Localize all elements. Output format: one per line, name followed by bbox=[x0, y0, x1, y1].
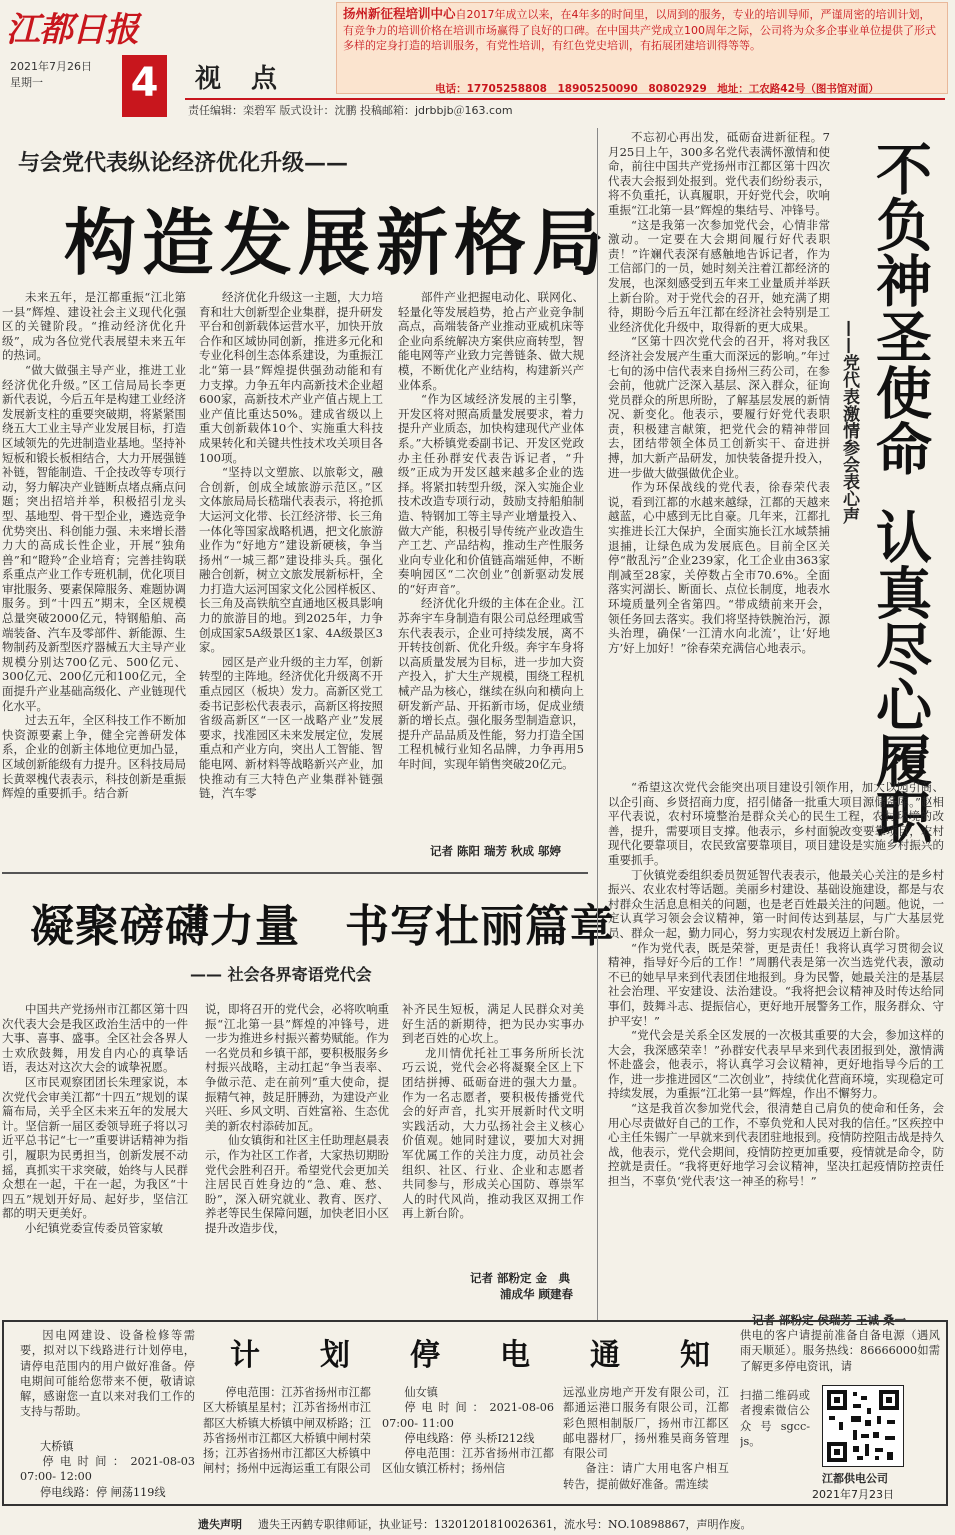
article2-subhead: —— 社会各界寄语党代会 bbox=[190, 965, 372, 984]
page-number: 4 bbox=[130, 60, 159, 106]
training-ad bbox=[336, 2, 948, 94]
paragraph: 说，即将召开的党代会，必将吹响重振“江北第一县”辉煌的冲锋号，进一步为推进乡村振兴蓄势赋能。作为一名党员和乡镇干部，要积极服务乡村振兴战略，主动扛起“争当表率、争做示范、走在前列”重大使命，提振精气神，鼓足肝膊劲，为建设产业兴旺、乡风文明、百姓富裕、生态优美的新农村添砖加瓦。 bbox=[205, 1002, 389, 1133]
notice-company: 江都供电公司 bbox=[822, 1472, 888, 1485]
notice-date: 2021年7月23日 bbox=[812, 1488, 894, 1501]
lost-notice-text: 遗失王丙鹤专职律师证，执业证号：13201201810026361，流水号：NO.10898867，声明作废。 bbox=[258, 1518, 752, 1531]
article3-bottom-column bbox=[608, 780, 944, 1310]
article1-headline: 构造发展新格局 bbox=[64, 200, 611, 285]
ad-contact: 电话：17705258808 18905250090 80802929 地址：工农路42号（图书馆对面） bbox=[435, 83, 879, 95]
article3-headline-b: 认真尽心履职 bbox=[867, 508, 933, 844]
notice-range-daqiao bbox=[203, 1385, 371, 1497]
paragraph: 远泓业房地产开发有限公司，江都通运港口服务有限公司，江都彩色照相制版厂，扬州市江都区邮电器材厂，扬州雅昊商务管理有限公司 bbox=[563, 1386, 729, 1461]
paragraph: 未来五年，是江都重振“江北第一县”辉煌、建设社会主义现代化强区的关键阶段。“推动经济优化升级”，成为各位党代表展望未来五年的热词。 bbox=[2, 290, 186, 363]
notice-line-daqiao: 停电线路：停 闸荡119线 bbox=[40, 1486, 166, 1499]
lost-notice-label: 遗失声明 bbox=[198, 1518, 242, 1531]
paragraph: 经济优化升级这一主题，大力培育和壮大创新型企业集群，提升研发平台和创新载体运营水平，加快开放合作和区域协同创新，推进多元化和专业化科创生态体系建设，为重振江北“第一县”辉煌提供强劲动能和有力支撑。力争五年内高新技术企业超600家，高新技术产业产值占规上工业产值比重达50%。建成省级以上重大创新载体10个、实施重大科技成果转化和关键共性技术攻关项目各100项。 bbox=[199, 290, 383, 465]
paragraph: “这是我首次参加党代会，很清楚自己肩负的使命和任务，会用心尽责做好自己的工作，不辜负党和人民对我的信任。”区疾控中心主任朱锡广一早就来到代表团驻地报到。疫情防控阻击战是持久战，他表示，党代会期间，疫情防控更加重要，疫情就是命令，防控就是责任。“我将更好地学习会议精神，坚决扛起疫情防控责任担当，不辜负‘党代表’这一神圣的称号！” bbox=[608, 1101, 944, 1189]
section-divider bbox=[2, 872, 588, 874]
paragraph: “作为党代表，既是荣誉，更是责任！我将认真学习贯彻会议精神，指导好今后的工作！”周鹏代表是第一次当选党代表，激动不已的她早早来到代表团住地报到。身为民警，她最关注的是基层社会治理、平安建设、法治建设。“我将把会议精神及时传达给同事们，鼓舞斗志、提振信心，更好地开展警务工作，服务群众、守护平安！” bbox=[608, 940, 944, 1028]
article2-byline-1: 记者 部粉定 金 典 bbox=[470, 1271, 571, 1285]
paragraph: “作为区域经济发展的主引擎，开发区将对照高质量发展要求，着力提升产业质态，加快构建现代产业体系。”大桥镇党委副书记、开发区党政办主任孙群安代表告诉记者，“升级”正成为开发区越来越多企业的选择。将紧扣转型升级，深入实施企业技术改造专项行动，鼓励支持船舶制造、特钢加工等主导产业增量投入、做大产能，积极引导传统产业改造生产工艺、产品结构，推动生产性服务业向专业化和价值链高端延伸，不断奏响园区“二次创业”创新驱动发展的“好声音”。 bbox=[398, 392, 584, 596]
notice-area-daqiao: 大桥镇 bbox=[40, 1440, 74, 1453]
paragraph: 部件产业把握电动化、联网化、轻量化等发展趋势，抢占产业竞争制高点，高端装备产业推动亚威机床等企业向系统解决方案供应商转型，智能电网等产业致力完善链条、做大规模，不断优化产业结构，构建新兴产业体系。 bbox=[398, 290, 584, 392]
issue-weekday: 星期一 bbox=[10, 76, 43, 89]
paragraph: 停电范围：江苏省扬州市江都区大桥镇星星村；江苏省扬州市江都区大桥镇大桥镇中闸双桥路；江苏省扬州市江都区大桥镇中闸村荣扬；江苏省扬州市江都区大桥镇中闸村；扬州中远海运重工有限公司 bbox=[203, 1386, 371, 1476]
paragraph: 停电时间：2021-08-06 07:00- 11:00 bbox=[382, 1401, 554, 1430]
paragraph: “区第十四次党代会的召开，将对我区经济社会发展产生重大而深远的影响。”年过七旬的汤中信代表来自扬州三药公司，在参会前，他就广泛深入基层、深入群众，征询党员群众的所思所盼，了解基层发展的新情况、新变化。他表示，要履行好党代表职责，积极建言献策，把党代会的精神带回去，团结带领全体员工创新实干、奋进拼搏，加大新产品研发，加快装备提升投入，进一步做大做强做优企业。 bbox=[608, 334, 830, 480]
article1-column-2 bbox=[199, 290, 383, 862]
paragraph: 停电范围：江苏省扬州市江都区仙女镇江桥村；扬州信 bbox=[382, 1447, 554, 1476]
column-divider bbox=[597, 128, 598, 1320]
paragraph: 不忘初心再出发，砥砺奋进新征程。7月25日上午，300多名党代表满怀激情和使命，前往中国共产党扬州市江都区第十四次代表大会报到处报到。党代表们纷纷表示，将不负重托，认真履职，开好党代会，吹响重振“江北第一县”辉煌的集结号、冲锋号。 bbox=[608, 130, 830, 217]
paragraph: 过去五年，全区科技工作不断加快资源要素上争，健全完善研发体系，企业的创新主体地位更加凸显，区域创新能级有力提升。区科技局局长黄翠槐代表表示，科技创新是重振辉煌的重要抓手。结合新 bbox=[2, 713, 186, 801]
article2-column-2 bbox=[205, 1002, 389, 1302]
ad-text: 自2017年成立以来，在4年多的时间里，以周到的服务，专业的培训导师，严谨周密的培训计划，有竞争力的培训价格在培训市场赢得了良好的口碑。在中国共产党成立100周年之际，公司将为众多企事业单位提供了形式多样的定身打造的培训服务，有党性培训，有红色党史培训，有拓展团建培训得等等。 bbox=[343, 8, 936, 52]
masthead-rule bbox=[185, 98, 945, 100]
paragraph: 经济优化升级的主体在企业。江苏奔宇车身制造有限公司总经理戚雪东代表表示，企业可持续发展，离不开转技创新、优化升级。奔宇车身将以高质量发展为目标，进一步加大资产投入，扩大生产规模，围绕工程机械产品为核心，继续在纵向和横向上研发新产品、开拓新市场，促成业绩新的增长点。强化服务型制造意识，提升产品品质及性能，努力打造全国工程机械行业知名品牌，力争再用5年时间，实现年销售突破20亿元。 bbox=[398, 596, 584, 771]
article2-headline: 凝聚磅礴力量 书写壮丽篇章 bbox=[30, 901, 615, 952]
paragraph: “坚持以文塑旅、以旅彰文，融合创新，创成全域旅游示范区。”区文体旅局局长嵇瑞代表表示，将抢抓大运河文化带、长江经济带、长三角一体化等国家战略机遇，把文化旅游业作为“好地方”建设新硬核，争当扬州“一城三都”建设排头兵。强化融合创新，树立文旅发展新标杆，全力打造大运河国家文化公园样板区、长三角及高铁航空直通地区极具影响力的旅游目的地。到2025年，力争创成国家5A级景区1家、4A级景区3家。 bbox=[199, 465, 383, 655]
article3-subhead: ——党代表激情参会表心声 bbox=[839, 320, 859, 524]
issue-date: 2021年7月26日 bbox=[10, 60, 92, 73]
paragraph: 作为环保战线的党代表，徐春荣代表说，看到江都的水越来越绿，江都的天越来越蓝，心中感到无比自豪。几年来，江都扎实推进长江大保护，全面实施长江水域禁捕退捕，让绿色成为发展底色。目前全区关停“散乱污”企业239家，化工企业由363家削减至28家，关停数占全市70.6%。全面落实河湖长、断面长、点位长制度，地表水环境质量列全省第四。“带成绩前来开会，领任务回去落实。我们将坚持铁腕治污，源头治理，确保‘一江清水向北流’，让‘好地方’好上加好！”徐春荣充满信心地表示。 bbox=[608, 480, 830, 655]
paragraph: “这是我第一次参加党代会，心情非常激动。一定要在大会期间履行好代表职责！”许斓代表深有感触地告诉记者，作为工信部门的一员，她时刻关注着江都经济的发展，也深刻感受到五年来工业量质并举跃上新台阶。对于党代会的召开，她充满了期待，期盼今后五年江都在经济社会特别是工业经济优化升级中，取得新的更大成果。 bbox=[608, 217, 830, 334]
notice-xiannv bbox=[382, 1385, 554, 1497]
article2-column-3 bbox=[402, 1002, 584, 1268]
power-notice-title: 计 划 停 电 通 知 bbox=[230, 1338, 710, 1373]
article3-top-column bbox=[608, 130, 830, 778]
article3-headline-a: 不负神圣使命 bbox=[867, 140, 933, 476]
article2-byline-2: 浦成华 顾建春 bbox=[500, 1287, 574, 1301]
paragraph: 补齐民生短板，满足人民群众对美好生活的新期待，把为民办实事办到老百姓的心坎上。 bbox=[402, 1002, 584, 1046]
paragraph: 扫描二维码或者搜索微信公众号sgcc-js。 bbox=[740, 1389, 810, 1448]
paragraph: 仙女镇 bbox=[404, 1386, 438, 1399]
paragraph: 小纪镇党委宣传委员管家敏 bbox=[25, 1220, 163, 1235]
notice-hotline bbox=[740, 1328, 940, 1388]
paragraph: 龙川情优托社工事务所所长沈巧云说，党代会必将凝聚全区上下团结拼搏、砥砺奋进的强大力量。作为一名志愿者，要积极传播党代会的好声音，扎实开展新时代文明实践活动，大力弘扬社会主义核心价值观。她同时建议，要加大对拥军优属工作的关注力度，动员社会组织、社区、行业、企业和志愿者共同参与，形成关心国防、尊崇军人的时代风尚，推动我区双拥工作再上新台阶。 bbox=[402, 1045, 584, 1221]
newspaper-logo: 江都日报 bbox=[6, 10, 138, 50]
paragraph: 中国共产党扬州市江都区第十四次代表大会是我区政治生活中的一件大事、喜事、盛事。全区社会各界人士欢欣鼓舞，用发自内心的真挚话语，表达对这次大会的诚挚祝愿。 bbox=[2, 1002, 188, 1075]
paragraph: “做大做强主导产业，推进工业经济优化升级。”区工信局局长李更新代表说，今后五年是构建工业经济发展新支柱的重要突破期，将紧紧围绕五大工业主导产业发展目标，打造区域领先的先进制造业基地。坚持补短板和锻长板相结合，大力开展强链补链，智能制造、千企技改等专项行动，努力解决产业链断点堵点痛点问题；突出招培并举，积极招引龙头型、基地型、骨干型企业，遴选竞争优势突出、科创能力强、未来增长潜力大的高成长性企业，开展“独角兽”和“瞪羚”企业培育；完善挂钩联系重点产业工作专班机制，优化项目审批服务、要素保障服务、难题协调服务。到“十四五”期末，全区规模总量突破2000亿元，特钢船舶、高端装备、汽车及零部件、新能源、生物制药及新型医疗器械五大主导产业规模分别达700亿元、500亿元、300亿元、200亿元和100亿元，全面提升产业基础高级化、产业链现代化水平。 bbox=[2, 362, 186, 713]
notice-range-xiannv bbox=[563, 1385, 729, 1497]
paragraph: 备注：请广大用电客户相互转告，提前做好准备。需连续 bbox=[563, 1462, 729, 1491]
section-name: 视 点 bbox=[195, 64, 280, 94]
paragraph: 供电的客户请提前准备自备电源（遇风雨天顺延）。服务热线：86666000如需了解更多停电资讯，请 bbox=[740, 1329, 940, 1373]
article2-column-1 bbox=[2, 1002, 188, 1302]
paragraph: 仙女镇街和社区主任助理赵晨表示，作为社区工作者，大家热切期盼党代会胜利召开。希望党代会更加关注居民百姓身边的“急、难、愁、盼”，深入研究就业、教育、医疗、养老等民生保障问题，加快老旧小区提升改造步伐， bbox=[205, 1133, 389, 1235]
notice-wechat bbox=[740, 1388, 810, 1464]
qr-code-image bbox=[822, 1385, 904, 1467]
notice-intro bbox=[20, 1328, 195, 1436]
article1-column-3 bbox=[398, 290, 584, 838]
paragraph: 停电时间：2021-08-03 07:00- 12:00 bbox=[20, 1455, 195, 1483]
editor-credits: 责任编辑：栾碧军 版式设计：沈鹏 投稿邮箱：jdrbbjb＠163.com bbox=[188, 104, 513, 117]
ad-body bbox=[343, 6, 941, 54]
article1-kicker: 与会党代表纵论经济优化升级—— bbox=[18, 150, 349, 176]
paragraph: “希望这次党代会能突出项目建设引领作用，加大以园引商、以企引商、乡贤招商力度，招引储备一批重大项目源储备库。”赵相平代表说，农村环境整治是群众关心的民生工程，农村环境的改善，提升，需要项目支撑。他表示，乡村面貌改变要靠项目，农村现代化要靠项目，农民致富要靠项目，项目建设是实施乡村振兴的重要抓手。 bbox=[608, 780, 944, 867]
paragraph: “党代会是关系全区发展的一次极其重要的大会，参加这样的大会，我深感荣幸！”孙群安代表早早来到代表团报到处，激情满怀赴盛会，他表示，将认真学习会议精神，更好地指导今后的工作，进一步推进园区“二次创业”，持续优化营商环境，实现稳定可持续发展，为重振“江北第一县”辉煌，作出不懈努力。 bbox=[608, 1028, 944, 1101]
ad-title: 扬州新征程培训中心 bbox=[343, 6, 456, 21]
article3-byline: 记者 部粉定 侯瑞芳 王诚 桑一 bbox=[752, 1313, 907, 1327]
article1-column-1 bbox=[2, 290, 186, 862]
paragraph: 停电线路：停 头桥Ⅰ212线 bbox=[404, 1431, 535, 1445]
paragraph: 丁伙镇党委组织委员贺延智代表表示，他最关心关注的是乡村振兴、农业农村等话题。美丽乡村建设、基础设施建设，都是与农村群众生活息息相关的问题，也是老百姓最关注的问题。他说，一定认真学习领会会议精神，第一时间传达到基层，与广大基层党员、群众一起，勤力同心，努力实现农村发展迈上新台阶。 bbox=[608, 867, 944, 940]
notice-time-daqiao bbox=[20, 1454, 195, 1484]
paragraph: 因电网建设、设备检修等需要，拟对以下线路进行计划停电，请停电范围内的用户做好准备。停电期间可能给您带来不便，敬请谅解，感谢您一直以来对我们工作的支持与帮助。 bbox=[20, 1329, 195, 1419]
paragraph: 区市民观察团团长朱理家说，本次党代会审美江都“十四五”规划的谋篇布局，关乎全区未来五年的发展大计。坚信新一届区委领导班子将以习近平总书记“七一”重要讲话精神为指引，履职为民勇担当，创新发展不动摇，真抓实干求突破，始终与人民群众想在一起，干在一起，为我区“十四五”规划开好局、起好步，坚信江都的明天更美好。 bbox=[2, 1074, 188, 1221]
article1-byline: 记者 陈阳 瑞芳 秋成 邬婷 bbox=[430, 844, 562, 858]
paragraph: 园区是产业升级的主力军，创新转型的主阵地。经济优化升级离不开重点园区（板块）发力。高新区党工委书记彭松代表表示，高新区将按照省级高新区“一区一战略产业”发展要求，找准园区未来发展定位，发展重点和产业方向，突出人工智能、智能电网、新材料等战略新兴产业，加快推动有三大特色产业集群补链强链，汽车零 bbox=[199, 654, 383, 801]
qr-code-icon bbox=[823, 1386, 903, 1466]
